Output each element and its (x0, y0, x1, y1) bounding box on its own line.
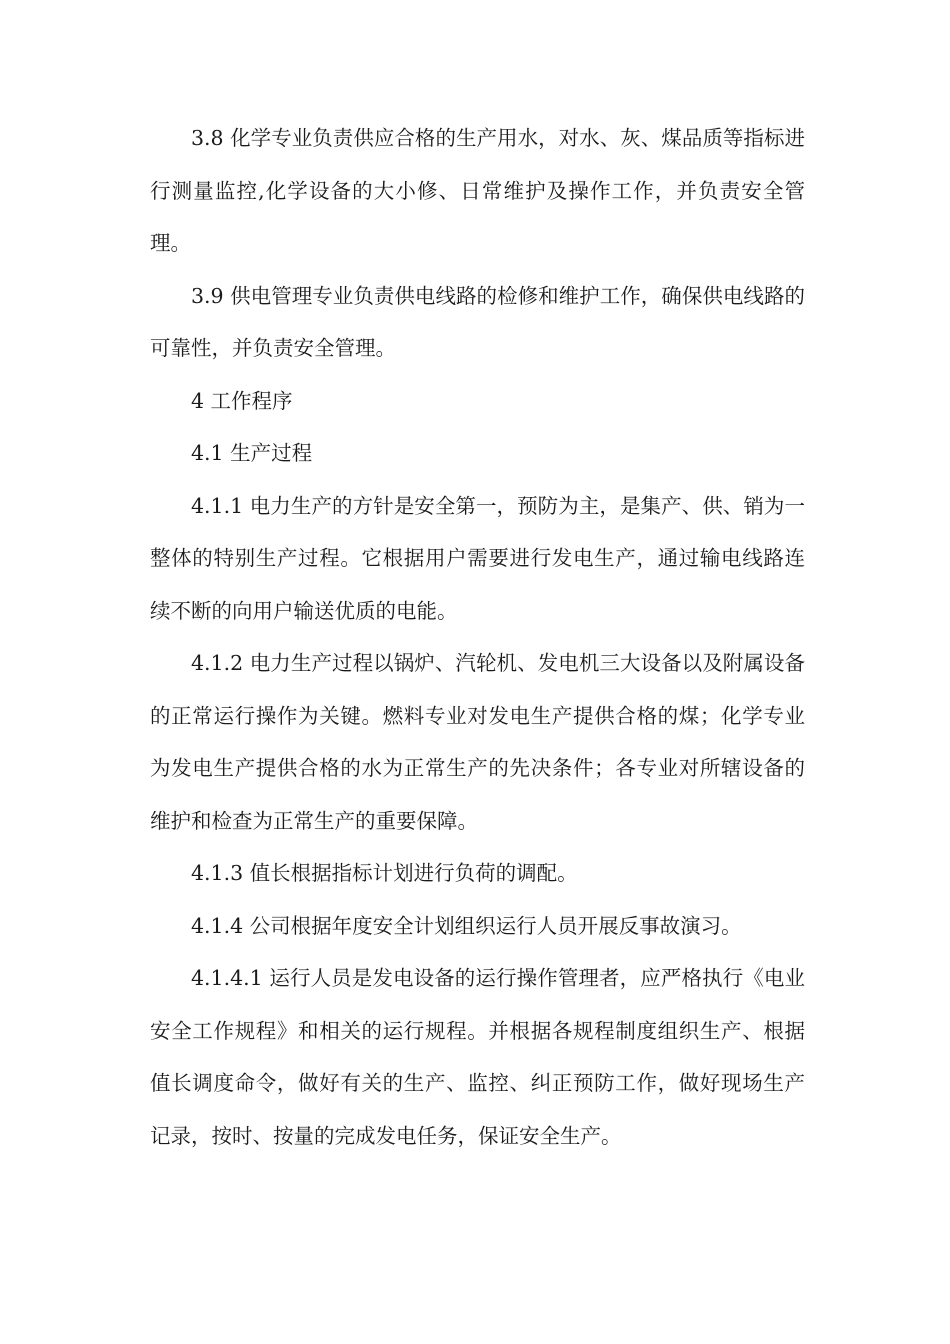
paragraph-3-8: 3.8 化学专业负责供应合格的生产用水，对水、灰、煤品质等指标进行测量监控,化学设备的大小修、日常维护及操作工作，并负责安全管理。 (150, 126, 805, 255)
paragraph-4-1-1: 4.1.1 电力生产的方针是安全第一，预防为主，是集产、供、销为一整体的特别生产过程。它根据用户需要进行发电生产，通过输电线路连续不断的向用户输送优质的电能。 (150, 493, 805, 623)
paragraph-4-1-4-1: 4.1.4.1 运行人员是发电设备的运行操作管理者，应严格执行《电业安全工作规程》和相关的运行规程。并根据各规程制度组织生产、根据值长调度命令，做好有关的生产、监控、纠正预防工作，做好现场生产记录，按时、按量的完成发电任务，保证安全生产。 (150, 966, 805, 1148)
paragraph-4-1-3: 4.1.3 值长根据指标计划进行负荷的调配。 (191, 861, 578, 885)
paragraph-4-1-2: 4.1.2 电力生产过程以锅炉、汽轮机、发电机三大设备以及附属设备的正常运行操作为关键。燃料专业对发电生产提供合格的煤；化学专业为发电生产提供合格的水为正常生产的先决条件；各专业对所辖设备的维护和检查为正常生产的重要保障。 (150, 651, 805, 833)
document-body (150, 112, 805, 1162)
paragraph-3-9: 3.9 供电管理专业负责供电线路的检修和维护工作，确保供电线路的可靠性，并负责安全管理。 (150, 283, 805, 360)
section-heading-4-1: 4.1 生产过程 (191, 441, 313, 465)
paragraph-4-1-4: 4.1.4 公司根据年度安全计划组织运行人员开展反事故演习。 (191, 913, 742, 938)
section-heading-4: 4 工作程序 (191, 388, 293, 413)
